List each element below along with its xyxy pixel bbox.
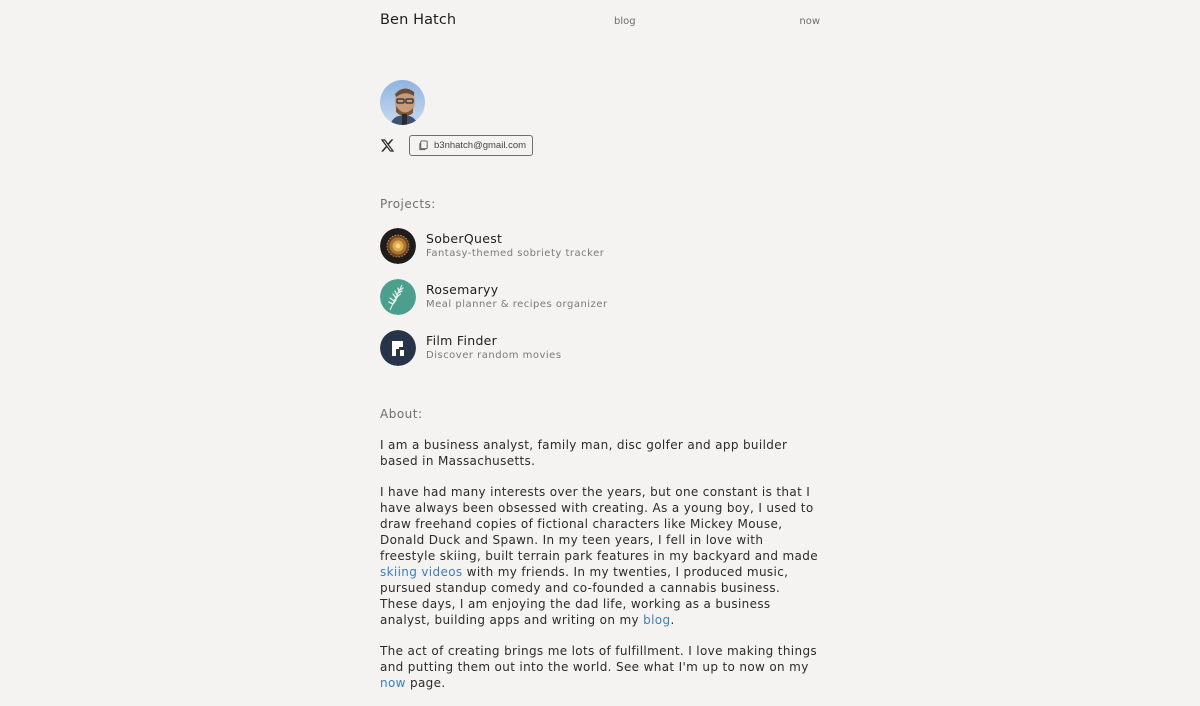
about-paragraph: I am a business analyst, family man, disc golfer and app builder based in Massachusetts. bbox=[380, 438, 788, 468]
about-heading: About: bbox=[380, 407, 423, 421]
project-description: Discover random movies bbox=[426, 350, 562, 361]
project-film-finder[interactable] bbox=[380, 330, 680, 368]
nav-now-link[interactable]: now bbox=[799, 16, 820, 27]
about-text-span: I have had many interests over the years, but one constant is that I have always been obsessed with creating. As a young boy, I used to draw freehand copies of fictional characters like Mickey Mouse, Donald Duck and Spawn. In my teen years, I fell in love with freestyle skiing, built terrain park features in my backyard and made bbox=[380, 485, 818, 563]
about-text-span: . bbox=[670, 613, 675, 627]
project-name: Rosemaryy bbox=[426, 282, 499, 297]
project-description: Fantasy-themed sobriety tracker bbox=[426, 248, 605, 259]
x-twitter-icon[interactable] bbox=[380, 138, 396, 154]
about-text-span: The act of creating brings me lots of fulfillment. I love making things and putting them out into the world. See what I'm up to now on my bbox=[380, 644, 818, 674]
avatar bbox=[380, 80, 425, 125]
about-paragraph bbox=[380, 643, 820, 691]
site-title-link[interactable]: Ben Hatch bbox=[380, 12, 457, 28]
skiing-videos-link[interactable]: skiing videos bbox=[380, 565, 463, 579]
now-link[interactable]: now bbox=[380, 676, 406, 690]
blog-link[interactable]: blog bbox=[643, 613, 671, 627]
project-rosemaryy[interactable] bbox=[380, 279, 680, 317]
soberquest-icon bbox=[380, 228, 416, 264]
nav-blog-link[interactable]: blog bbox=[614, 16, 636, 27]
rosemaryy-icon bbox=[380, 279, 416, 315]
site-header bbox=[380, 12, 820, 32]
about-text bbox=[380, 437, 820, 706]
project-name: Film Finder bbox=[426, 333, 498, 348]
about-paragraph bbox=[380, 484, 820, 628]
about-text-span: with my friends. In my twenties, I produced music, pursued standup comedy and co-founded a cannabis business. These days, I am enjoying the dad life, working as a business analyst, building apps and writing on my bbox=[380, 565, 789, 627]
projects-heading: Projects: bbox=[380, 197, 436, 211]
film-finder-icon bbox=[380, 330, 416, 366]
project-description: Meal planner & recipes organizer bbox=[426, 299, 608, 310]
project-name: SoberQuest bbox=[426, 231, 503, 246]
about-text-span: page. bbox=[405, 676, 446, 690]
copy-email-button[interactable] bbox=[409, 135, 533, 156]
project-soberquest[interactable] bbox=[380, 228, 680, 266]
copy-icon bbox=[418, 140, 429, 151]
email-text: b3nhatch@gmail.com bbox=[434, 140, 527, 151]
